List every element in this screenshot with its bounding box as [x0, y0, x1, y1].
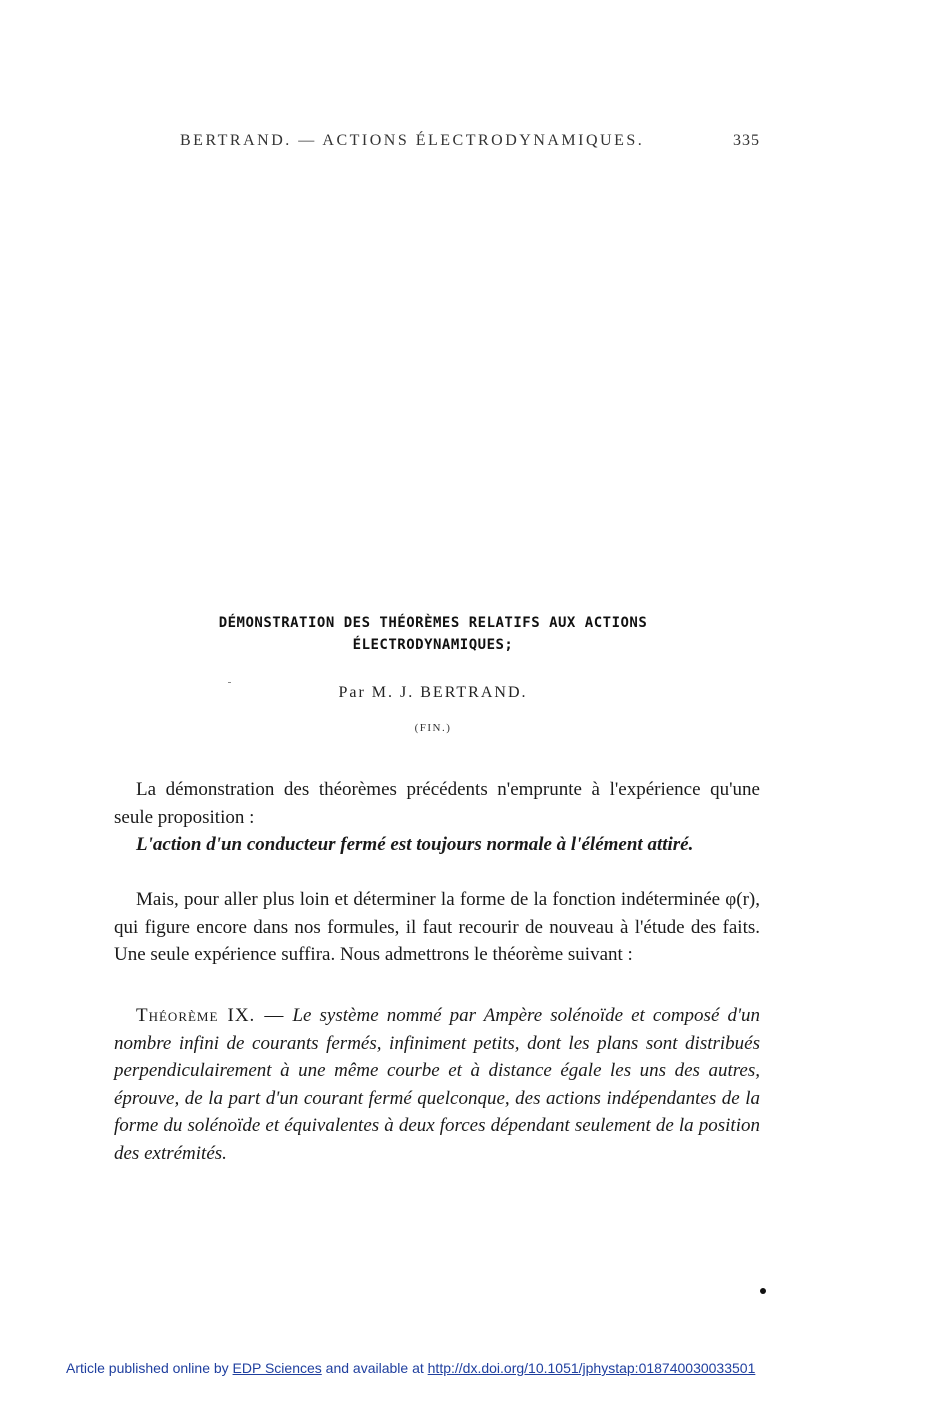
- paragraph-1: [114, 776, 760, 859]
- article-title-line-1: DÉMONSTRATION DES THÉORÈMES RELATIFS AUX ACTIONS: [218, 615, 648, 631]
- paragraph-1-text: La démonstration des théorèmes précédents n'emprunte à l'expérience qu'une seule proposition :: [114, 779, 760, 828]
- article-title-line-2: ÉLECTRODYNAMIQUES;: [352, 637, 514, 653]
- paragraph-2-text: Mais, pour aller plus loin et déterminer la forme de la fonction indéterminée φ(r), qui figure encore dans nos formules, il faut recourir de nouveau à l'étude des faits. Une seule expérience suffira. Nous admettrons le théorème suivant :: [114, 889, 760, 965]
- doi-link[interactable]: http://dx.doi.org/10.1051/jphystap:018740030033501: [427, 1360, 756, 1376]
- running-head: [180, 132, 760, 150]
- theorem-ix: [114, 1002, 760, 1167]
- footer-middle: and available at: [325, 1360, 424, 1376]
- footer-prefix: Article published online by: [66, 1360, 229, 1376]
- byline: Par M. J. BERTRAND.: [338, 684, 528, 701]
- theorem-statement: Le système nommé par Ampère solénoïde et composé d'un nombre infini de courants fermés, infiniment petits, dont les plans sont distribués perpendiculairement à une même courbe et à distance égale les uns des autres, éprouve, de la part d'un courant fermé quelconque, des actions indépendantes de la forme du solénoïde et équivalentes à deux forces dépendant seulement de la position des extrémités.: [114, 1005, 761, 1164]
- theorem-label: Théorème IX. —: [136, 1005, 285, 1026]
- page-number: 335: [733, 132, 760, 149]
- print-speck: [228, 682, 231, 683]
- subtitle: (FIN.): [414, 722, 452, 734]
- paragraph-1-proposition: L'action d'un conducteur fermé est toujours normale à l'élément attiré.: [136, 834, 694, 855]
- publisher-link[interactable]: EDP Sciences: [232, 1360, 322, 1376]
- running-head-text: BERTRAND. — ACTIONS ÉLECTRODYNAMIQUES.: [180, 132, 645, 149]
- paragraph-2: [114, 886, 760, 969]
- print-dot: [760, 1288, 766, 1294]
- publication-footer: [66, 1360, 866, 1376]
- article-title: [150, 612, 716, 656]
